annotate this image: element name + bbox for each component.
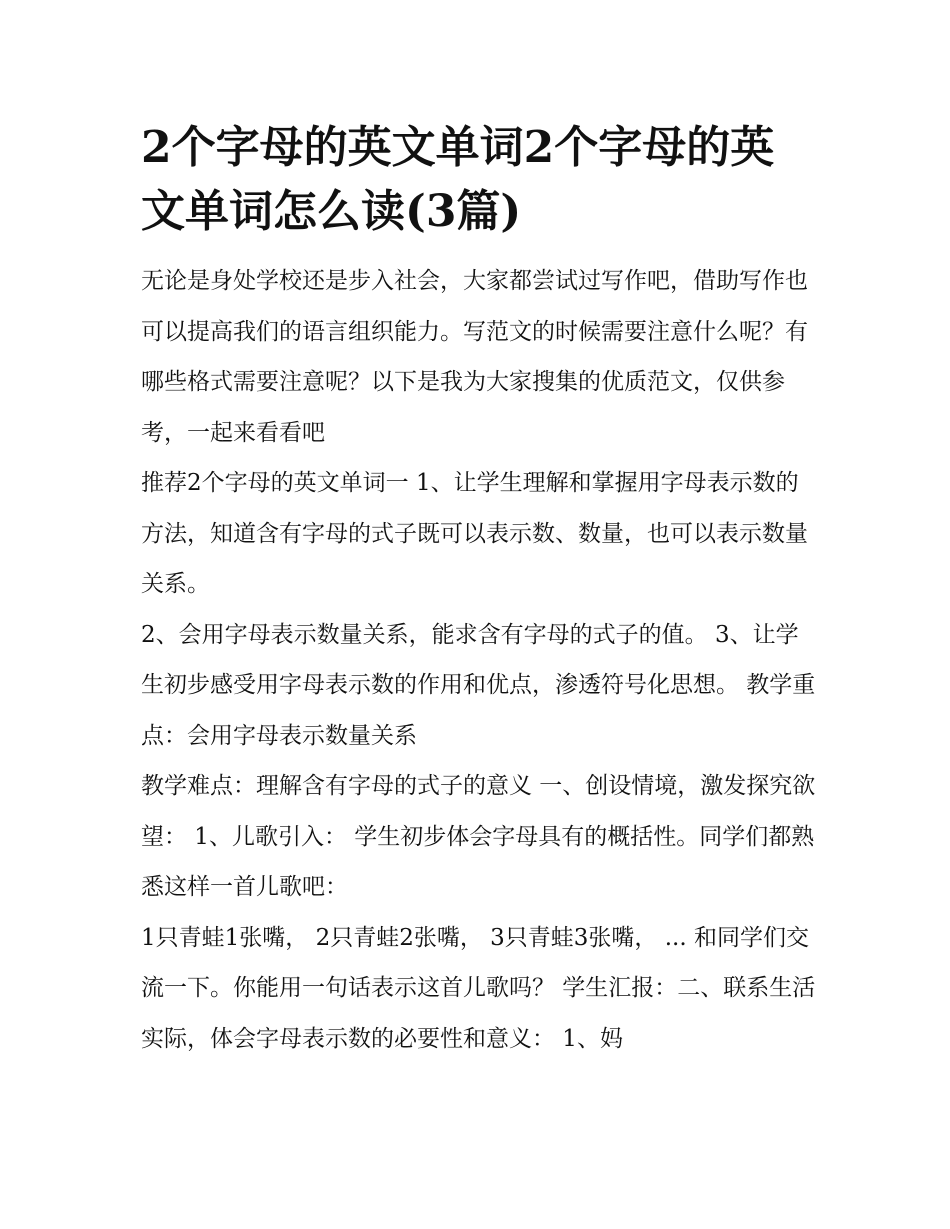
document-title: 2个字母的英文单词2个字母的英文单词怎么读(3篇) [141,122,775,237]
paragraph-nursery-rhyme: 1只青蛙1张嘴， 2只青蛙2张嘴， 3只青蛙3张嘴， ... 和同学们交流一下。你能用一句话表示这首儿歌吗？ 学生汇报：二、联系生活实际，体会字母表示数的必要性和意义： 1、妈 [141,924,816,1052]
paragraph-objective-1: 推荐2个字母的英文单词一 1、让学生理解和掌握用字母表示数的方法，知道含有字母的式子既可以表示数、数量，也可以表示数量关系。 [141,470,808,597]
paragraph-intro: 无论是身处学校还是步入社会，大家都尝试过写作吧，借助写作也可以提高我们的语言组织能力。写范文的时候需要注意什么呢？有哪些格式需要注意呢？以下是我为大家搜集的优质范文，仅供参考，一起来看看吧 [141,268,808,446]
document-page [141,116,817,1064]
paragraph-objective-2-3: 2、会用字母表示数量关系，能求含有字母的式子的值。 3、让学生初步感受用字母表示数的作用和优点，渗透符号化思想。 教学重点：会用字母表示数量关系 [141,621,816,749]
paragraph-difficulty: 教学难点：理解含有字母的式子的意义 一、创设情境，激发探究欲望： 1、儿歌引入： 学生初步体会字母具有的概括性。同学们都熟悉这样一首儿歌吧： [141,773,816,900]
